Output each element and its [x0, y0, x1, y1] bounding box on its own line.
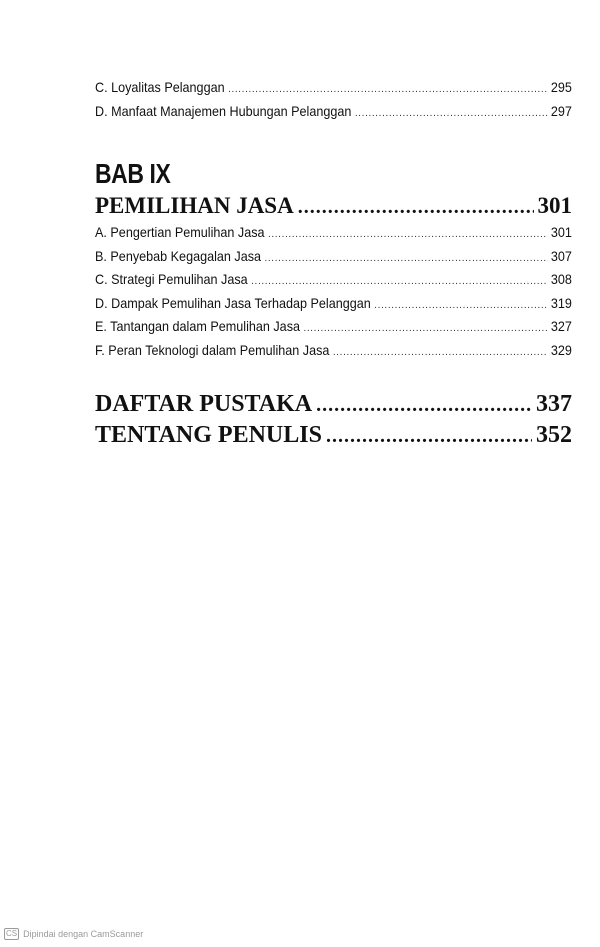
dot-leader	[304, 317, 548, 341]
chapter-page: 301	[537, 193, 572, 218]
toc-entry-label: B. Penyebab Kegagalan Jasa	[95, 247, 262, 264]
toc-entry-label: D. Dampak Pemulihan Jasa Terhadap Pelanggan	[95, 294, 371, 311]
dot-leader	[326, 421, 532, 452]
dot-leader	[265, 247, 548, 271]
toc-entry	[95, 292, 572, 316]
dot-leader	[298, 192, 534, 222]
back-matter-page: 337	[536, 391, 572, 417]
toc-entry	[95, 315, 572, 339]
toc-entry-label: C. Strategi Pemulihan Jasa	[95, 271, 248, 287]
scanner-watermark-text: Dipindai dengan CamScanner	[23, 929, 144, 939]
toc-entry-page: 319	[550, 294, 572, 311]
dot-leader	[333, 341, 547, 365]
toc-entry	[95, 221, 572, 245]
toc-entry-page: 307	[550, 247, 572, 264]
back-matter-entry	[95, 420, 572, 451]
chapter-label: BAB IX	[95, 158, 171, 189]
toc-entry-page: 329	[550, 341, 572, 358]
scanner-watermark	[4, 928, 143, 940]
chapter-title: PEMILIHAN JASA	[95, 193, 294, 218]
toc-entry	[95, 245, 572, 269]
toc-entry-page: 295	[550, 79, 572, 95]
back-matter-page: 352	[536, 422, 572, 448]
toc-entry-label: C. Loyalitas Pelanggan	[95, 79, 225, 95]
back-matter-label: TENTANG PENULIS	[95, 422, 322, 448]
dot-leader	[355, 102, 547, 126]
back-matter-label: DAFTAR PUSTAKA	[95, 391, 313, 417]
table-of-contents	[95, 76, 572, 451]
dot-leader	[374, 294, 547, 318]
toc-entry	[95, 268, 572, 292]
chapter-title-row	[95, 191, 572, 221]
toc-entry-label: E. Tantangan dalam Pemulihan Jasa	[95, 318, 301, 334]
dot-leader	[316, 390, 532, 421]
toc-entry	[95, 100, 572, 124]
toc-entry-label: D. Manfaat Manajemen Hubungan Pelanggan	[95, 102, 352, 119]
toc-entry-page: 308	[550, 271, 572, 287]
toc-entry	[95, 339, 572, 363]
toc-entry-page: 327	[550, 318, 572, 334]
camscanner-icon: CS	[6, 929, 18, 938]
toc-entry-page: 301	[550, 224, 572, 240]
dot-leader	[251, 270, 547, 294]
toc-entry-label: F. Peran Teknologi dalam Pemulihan Jasa	[95, 341, 330, 358]
back-matter-entry	[95, 389, 572, 420]
dot-leader	[268, 223, 547, 247]
toc-entry-label: A. Pengertian Pemulihan Jasa	[95, 224, 265, 240]
toc-entry	[95, 76, 572, 100]
toc-entry-page: 297	[550, 102, 572, 119]
dot-leader	[228, 78, 547, 102]
